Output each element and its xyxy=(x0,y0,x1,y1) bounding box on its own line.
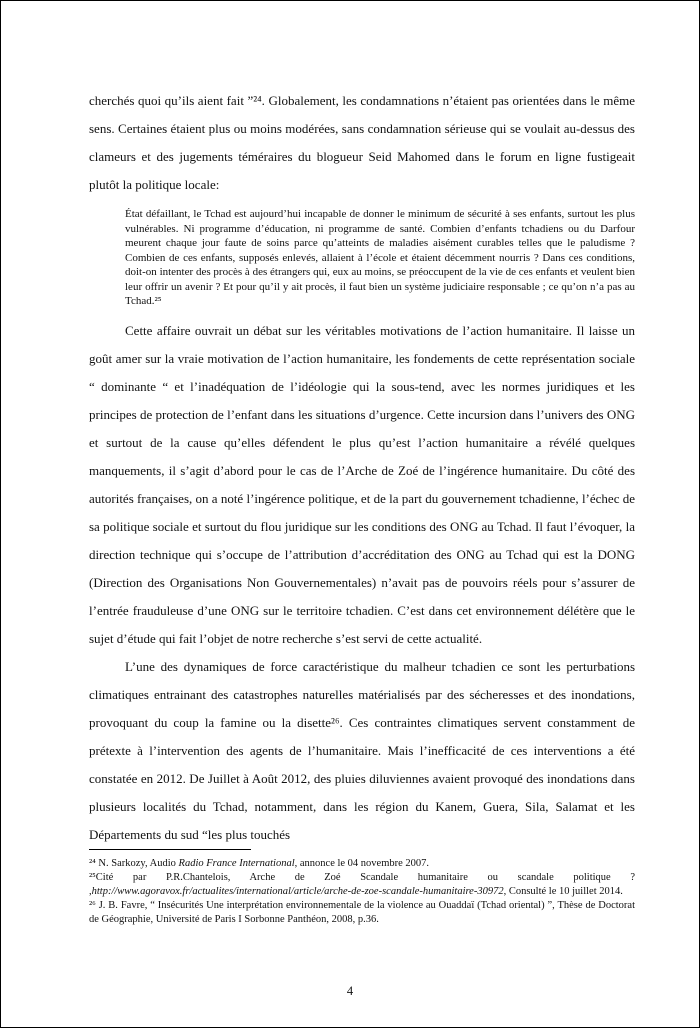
footnote: ²⁴ N. Sarkozy, Audio Radio France International, annonce le 04 novembre 2007. xyxy=(89,858,430,869)
paragraph: Cette affaire ouvrait un débat sur les véritables motivations de l’action humanitaire. Il laisse un goût amer sur la vraie motivation de l’action humanitaire, les fondements de cette représentation sociale “ dominante “ et l’inadéquation de l’idéologie qui la sous-tend, avec les normes juridiques et les principes de protection de l’enfant dans les situations d’urgence. Cette incursion dans l’univers des ONG et surtout de la cause qu’elles défendent le plus qu’est l’action humanitaire a révélé quelques manquements, il s’agit d’abord pour le cas de l’Arche de Zoé de l’ingérence humanitaire. Du côté des autorités françaises, on a noté l’ingérence politique, et de la part du gouvernement tchadienne, l’échec de sa politique sociale et surtout du flou juridique sur les conditions des ONG au Tchad. Il faut l’évoquer, la direction technique qui s’occupe de l’attribution d’accréditation des ONG au Tchad qui est la DONG (Direction des Organisations Non Gouvernementales) n’avait pas de pouvoirs réels pour s’assurer de l’entrée frauduleuse d’une ONG sur le territoire tchadien. C’est dans cet environnement délétère que le sujet d’étude qui fait l’objet de notre recherche s’est servi de cette actualité. xyxy=(89,322,635,646)
page-body xyxy=(89,87,635,849)
page-number: 4 xyxy=(346,984,354,998)
footnote: ²⁵Cité par P.R.Chantelois, Arche de Zoé Scandale humanitaire ou scandale politique ? ,http://www.agoravox.fr/actualites/international/article/arche-de-zoe-scandale-humanitaire-30972, Consulté le 10 juillet 2014. xyxy=(89,872,635,897)
paragraph-continuation: cherchés quoi qu’ils aient fait ”²⁴. Globalement, les condamnations n’étaient pas orientées dans le même sens. Certaines étaient plus ou moins modérées, sans condamnation sérieuse qui se voulait au-dessus des clameurs et des jugements téméraires du blogueur Seid Mahomed dans le forum en ligne fustigeait plutôt la politique locale: xyxy=(89,93,635,192)
footnote: ²⁶ J. B. Favre, “ Insécurités Une interprétation environnementale de la violence au Ouaddaï (Tchad oriental) ”, Thèse de Doctorat de Géographie, Université de Paris I Sorbonne Panthéon, 2008, p.36. xyxy=(89,900,635,925)
footnote-separator xyxy=(89,849,251,850)
paragraph: L’une des dynamiques de force caractéristique du malheur tchadien ce sont les perturbations climatiques entrainant des catastrophes naturelles matérialisés par des sécheresses et des inondations, provoquant du coup la famine ou la disette²⁶. Ces contraintes climatiques servent constamment de prétexte à l’intervention des agents de l’humanitaire. Mais l’inefficacité de ces interventions a été constatée en 2012. De Juillet à Août 2012, des pluies diluviennes avaient provoqué des inondations dans plusieurs localités du Tchad, notamment, dans les région du Kanem, Guera, Sila, Salamat et les Départements du sud “les plus touchés xyxy=(89,658,635,842)
footnote-section xyxy=(89,849,635,927)
block-quote: État défaillant, le Tchad est aujourd’hui incapable de donner le minimum de sécurité à ses enfants, surtout les plus vulnérables. Ni programme d’éducation, ni programme de santé. Combien d’enfants tchadiens ou du Darfour meurent chaque jour faute de soins parce qu’atteints de maladies aisément curables telles que le paludisme ? Combien de ces enfants, supposés enlevés, allaient à l’école et étaient décemment nourris ? Dans ces conditions, doit-on intenter des procès à des étrangers qui, eux au moins, se préoccupent de la vie de ces enfants et veulent bien leur offrir un avenir ? Et pour qu’il y ait procès, il faut bien un système judiciaire responsable ; ce qu’on n’a pas au Tchad.²⁵ xyxy=(125,208,635,307)
